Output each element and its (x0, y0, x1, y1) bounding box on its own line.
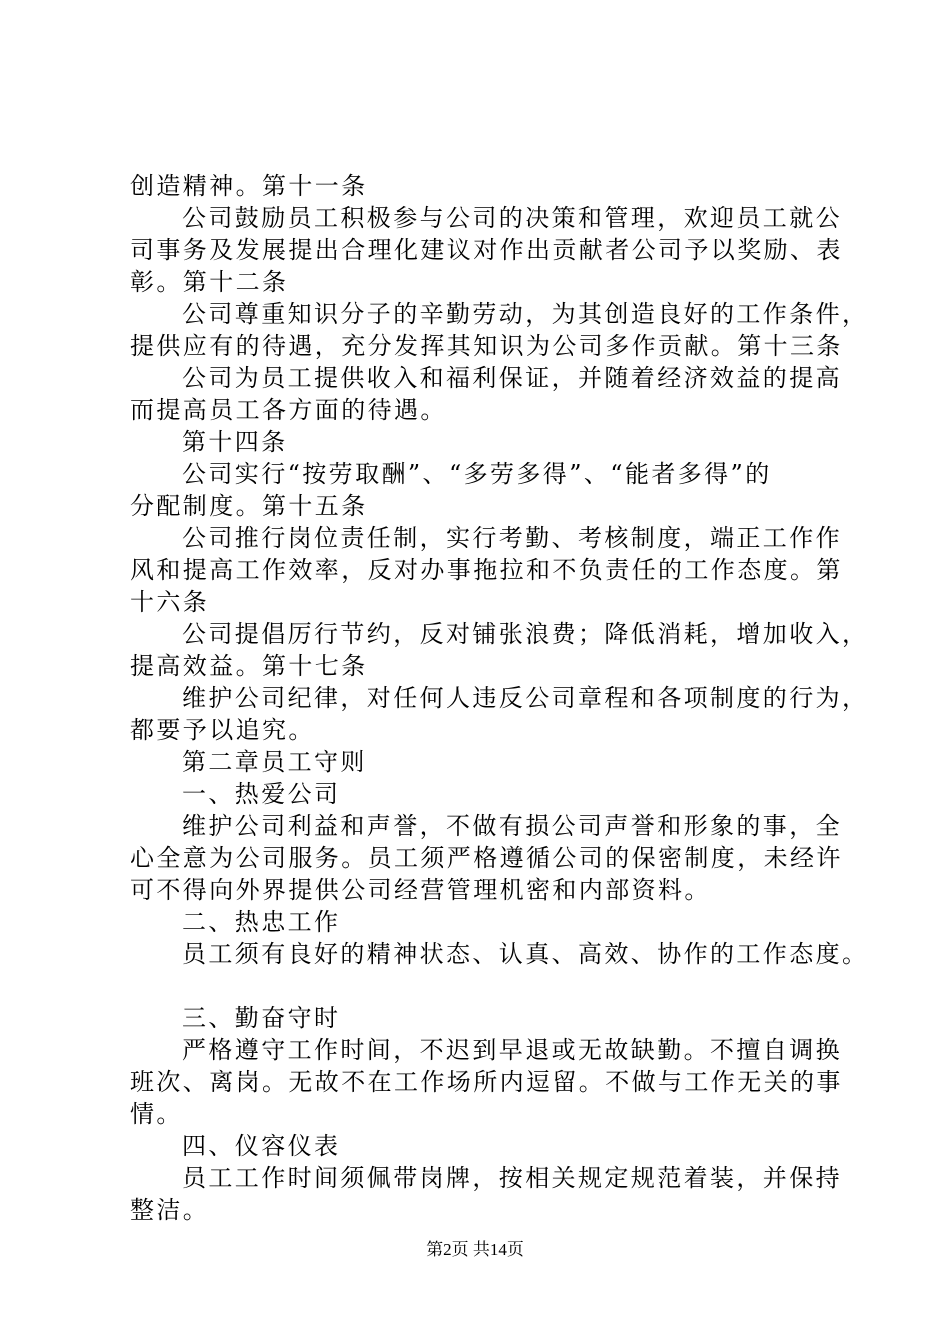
section-heading: 第十四条 (182, 428, 288, 456)
text-line: 整洁。 (130, 1196, 210, 1224)
text-line: 严格遵守工作时间，不迟到早退或无故缺勤。不擅自调换 (182, 1036, 842, 1064)
text-line: 风和提高工作效率，反对办事拖拉和不负责任的工作态度。第 (130, 556, 843, 584)
text-line: 而提高员工各方面的待遇。 (130, 396, 447, 424)
section-heading: 一、热爱公司 (182, 780, 341, 808)
section-heading: 四、仪容仪表 (182, 1132, 341, 1160)
section-heading: 三、勤奋守时 (182, 1004, 341, 1032)
text-line: 公司尊重知识分子的辛勤劳动，为其创造良好的工作条件， (182, 300, 869, 328)
text-line: 提高效益。第十七条 (130, 652, 368, 680)
text-line: 班次、离岗。无故不在工作场所内逗留。不做与工作无关的事 (130, 1068, 843, 1096)
text-line: 公司提倡厉行节约，反对铺张浪费；降低消耗，增加收入， (182, 620, 869, 648)
text-line: 彰。第十二条 (130, 268, 289, 296)
chapter-heading: 第二章员工守则 (182, 748, 367, 776)
text-line: 可不得向外界提供公司经营管理机密和内部资料。 (130, 876, 711, 904)
text-line: 公司实行“按劳取酬”、“多劳多得”、“能者多得”的 (182, 460, 772, 488)
page-number-footer: 第2页 共14页 (426, 1240, 524, 1259)
text-line: 公司鼓励员工积极参与公司的决策和管理，欢迎员工就公 (182, 204, 842, 232)
text-line: 创造精神。第十一条 (130, 172, 368, 200)
text-line: 公司推行岗位责任制，实行考勤、考核制度，端正工作作 (182, 524, 842, 552)
text-line: 公司为员工提供收入和福利保证，并随着经济效益的提高 (182, 364, 842, 392)
section-heading: 二、热忠工作 (182, 908, 341, 936)
text-line: 提供应有的待遇，充分发挥其知识为公司多作贡献。第十三条 (130, 332, 843, 360)
text-line: 维护公司纪律，对任何人违反公司章程和各项制度的行为， (182, 684, 869, 712)
text-line: 员工工作时间须佩带岗牌，按相关规定规范着装，并保持 (182, 1164, 842, 1192)
text-line: 都要予以追究。 (130, 716, 315, 744)
text-line: 司事务及发展提出合理化建议对作出贡献者公司予以奖励、表 (130, 236, 843, 264)
text-line: 心全意为公司服务。员工须严格遵循公司的保密制度，未经许 (130, 844, 843, 872)
text-line: 员工须有良好的精神状态、认真、高效、协作的工作态度。 (182, 940, 869, 968)
text-line: 分配制度。第十五条 (130, 492, 368, 520)
text-line: 维护公司利益和声誉，不做有损公司声誉和形象的事，全 (182, 812, 842, 840)
text-line: 情。 (130, 1100, 183, 1128)
text-line: 十六条 (130, 588, 210, 616)
